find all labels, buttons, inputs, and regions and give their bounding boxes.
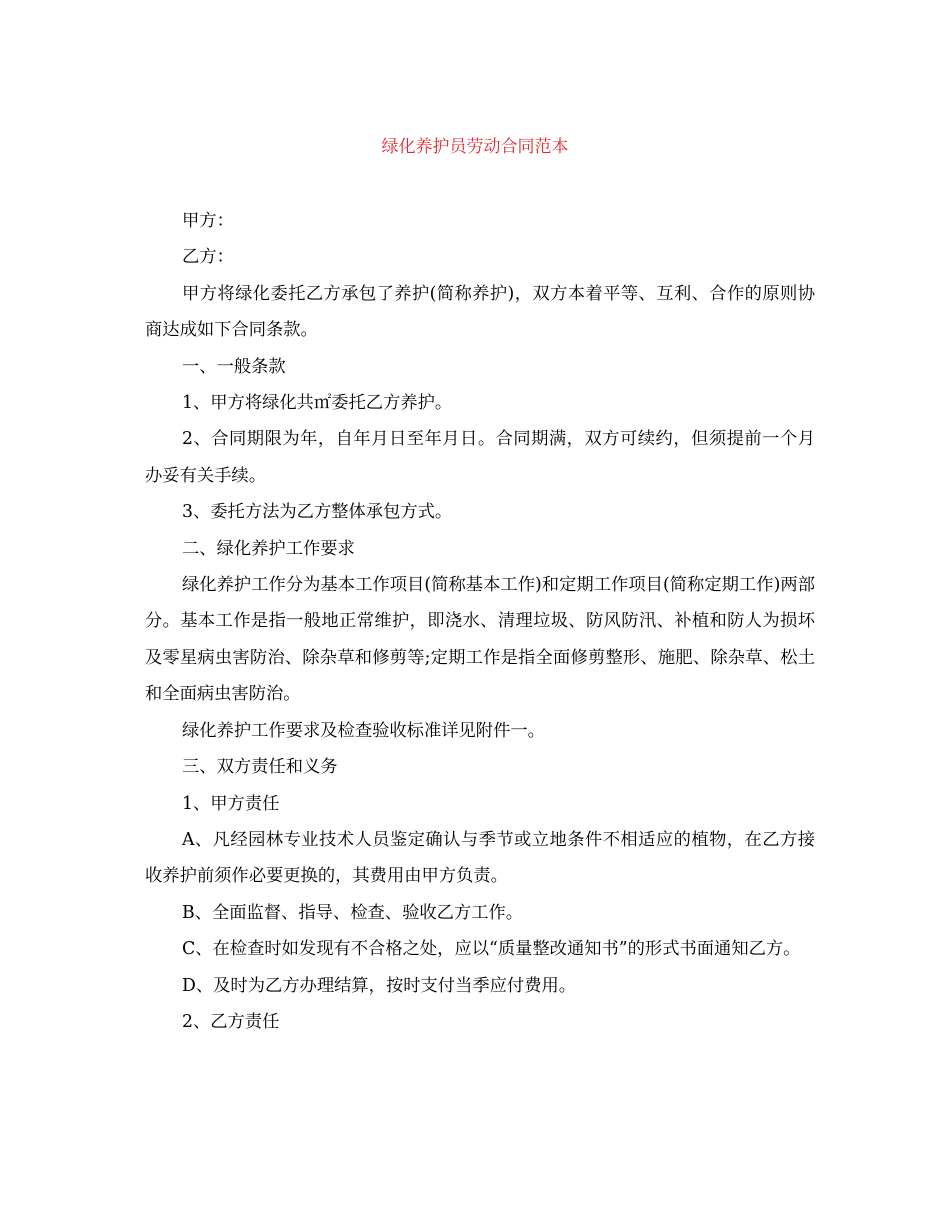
party-a-item-b: B、全面监督、指导、检查、验收乙方工作。	[182, 902, 524, 923]
document-body	[145, 203, 815, 1040]
party-a-item-a: A、凡经园林专业技术人员鉴定确认与季节或立地条件不相适应的植物，在乙方接收养护前须作必要更换的，其费用由甲方负责。	[145, 829, 815, 887]
party-a-item-c: C、在检查时如发现有不合格之处，应以“质量整改通知书”的形式书面通知乙方。	[182, 939, 801, 960]
clause-1-2: 2、合同期限为年，自年月日至年月日。合同期满，双方可续约，但须提前一个月办妥有关手续。	[145, 429, 815, 486]
section-heading-general: 一、一般条款	[182, 356, 286, 377]
clause-1-3: 3、委托方法为乙方整体承包方式。	[182, 502, 453, 523]
preamble-paragraph: 甲方将绿化委托乙方承包了养护(简称养护)，双方本着平等、互利、合作的原则协商达成如下合同条款。	[145, 283, 815, 341]
section-heading-requirements: 二、绿化养护工作要求	[182, 538, 355, 559]
subheading-party-a: 1、甲方责任	[182, 793, 280, 814]
requirements-annex-note: 绿化养护工作要求及检查验收标准详见附件一。	[182, 720, 545, 741]
party-a-line: 甲方：	[182, 211, 234, 231]
section-heading-responsibilities: 三、双方责任和义务	[182, 757, 338, 778]
document-title: 绿化养护员劳动合同范本	[381, 137, 569, 157]
party-a-item-d: D、及时为乙方办理结算，按时支付当季应付费用。	[182, 975, 577, 996]
requirements-paragraph: 绿化养护工作分为基本工作项目(简称基本工作)和定期工作项目(简称定期工作)两部分。基本工作是指一般地正常维护，即浇水、清理垃圾、防风防汛、补植和防人为损坏及零星病虫害防治、除杂草和修剪等;定期工作是指全面修剪整形、施肥、除杂草、松土和全面病虫害防治。	[145, 575, 815, 705]
party-b-line: 乙方：	[182, 247, 234, 268]
clause-1-1: 1、甲方将绿化共㎡委托乙方养护。	[182, 393, 453, 414]
subheading-party-b: 2、乙方责任	[182, 1011, 280, 1032]
